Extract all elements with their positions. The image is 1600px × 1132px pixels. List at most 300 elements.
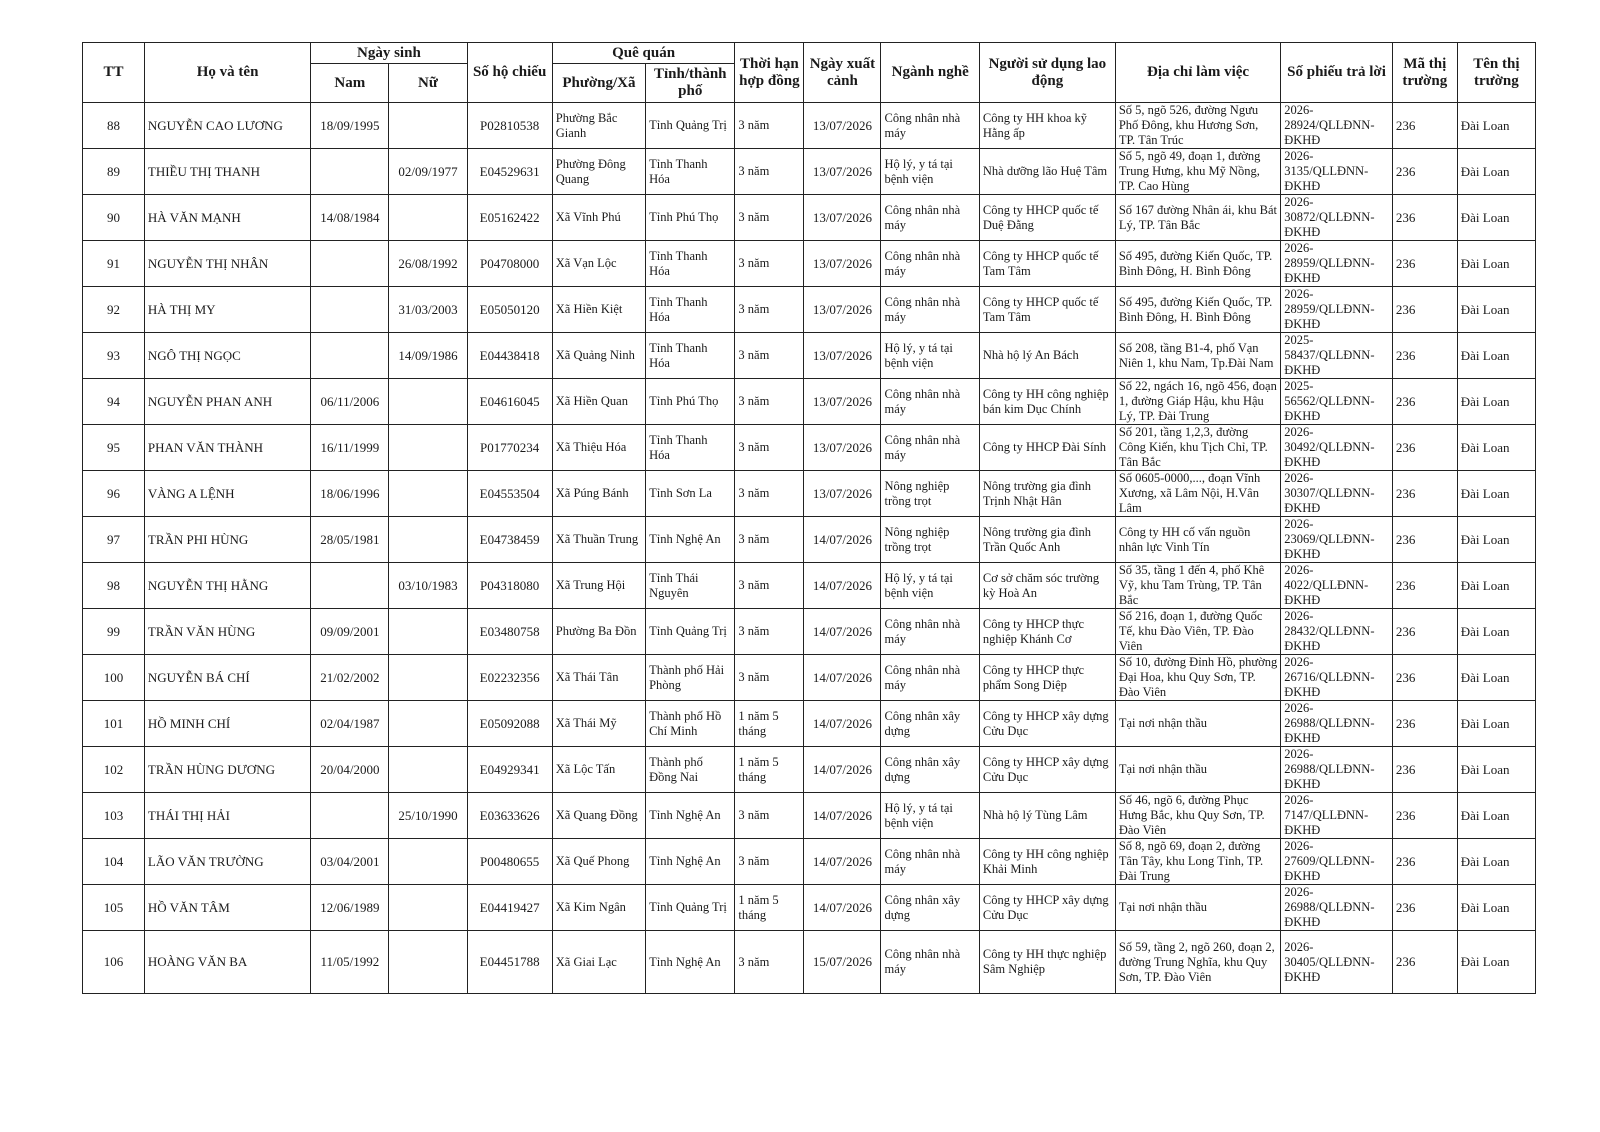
cell-dob-male: 28/05/1981 [311,517,389,563]
cell-ward: Xã Hiền Quan [552,379,645,425]
cell-province: Tỉnh Quảng Trị [646,885,735,931]
cell-contract: 1 năm 5 tháng [735,747,804,793]
cell-work-address: Số 10, đường Đỉnh Hồ, phường Đại Hoa, khu Quy Sơn, TP. Đào Viên [1115,655,1280,701]
cell-ward: Xã Quang Đồng [552,793,645,839]
cell-name: HÀ THỊ MY [144,287,310,333]
cell-occupation: Công nhân nhà máy [881,655,979,701]
cell-province: Tỉnh Nghệ An [646,517,735,563]
cell-name: TRẦN PHI HÙNG [144,517,310,563]
cell-contract: 3 năm [735,333,804,379]
header-hometown: Quê quán [552,43,735,64]
cell-occupation: Công nhân nhà máy [881,425,979,471]
cell-occupation: Công nhân nhà máy [881,103,979,149]
cell-tt: 105 [83,885,145,931]
cell-contract: 3 năm [735,379,804,425]
cell-province: Tỉnh Quảng Trị [646,103,735,149]
cell-market-code: 236 [1392,701,1457,747]
cell-occupation: Hộ lý, y tá tại bệnh viện [881,793,979,839]
header-employer: Người sử dụng lao động [979,43,1115,103]
cell-employer: Công ty HHCP xây dựng Cửu Dục [979,701,1115,747]
table-body [83,103,1536,994]
cell-occupation: Nông nghiệp trồng trọt [881,471,979,517]
cell-tt: 90 [83,195,145,241]
cell-reply-no: 2026-27609/QLLĐNN-ĐKHĐ [1281,839,1393,885]
cell-exit-date: 13/07/2026 [804,379,881,425]
cell-reply-no: 2026-28432/QLLĐNN-ĐKHĐ [1281,609,1393,655]
cell-contract: 3 năm [735,517,804,563]
cell-market-name: Đài Loan [1457,609,1535,655]
cell-contract: 3 năm [735,655,804,701]
cell-market-code: 236 [1392,287,1457,333]
cell-passport: E04738459 [467,517,552,563]
cell-ward: Xã Quế Phong [552,839,645,885]
table-row [83,563,1536,609]
header-market-code: Mã thị trường [1392,43,1457,103]
cell-work-address: Số 495, đường Kiến Quốc, TP. Bình Đông, H. Bình Đông [1115,287,1280,333]
cell-passport: E05050120 [467,287,552,333]
header-male: Nam [311,64,389,103]
cell-exit-date: 13/07/2026 [804,149,881,195]
table-row [83,701,1536,747]
cell-dob-male [311,563,389,609]
cell-contract: 3 năm [735,609,804,655]
cell-reply-no: 2026-3135/QLLĐNN-ĐKHĐ [1281,149,1393,195]
cell-reply-no: 2026-4022/QLLĐNN-ĐKHĐ [1281,563,1393,609]
cell-dob-female [389,885,467,931]
cell-passport: E04616045 [467,379,552,425]
cell-market-name: Đài Loan [1457,287,1535,333]
cell-employer: Công ty HHCP quốc tế Duệ Đằng [979,195,1115,241]
header-province: Tỉnh/thành phố [646,64,735,103]
cell-market-code: 236 [1392,149,1457,195]
cell-work-address: Số 8, ngõ 69, đoạn 2, đường Tân Tây, khu Long Tỉnh, TP. Đài Trung [1115,839,1280,885]
cell-market-code: 236 [1392,103,1457,149]
cell-contract: 3 năm [735,931,804,994]
cell-reply-no: 2026-30492/QLLĐNN-ĐKHĐ [1281,425,1393,471]
cell-tt: 101 [83,701,145,747]
cell-contract: 3 năm [735,287,804,333]
cell-market-code: 236 [1392,517,1457,563]
cell-contract: 3 năm [735,103,804,149]
cell-dob-female [389,103,467,149]
cell-employer: Nhà dưỡng lão Huệ Tâm [979,149,1115,195]
cell-employer: Cơ sở chăm sóc trường kỳ Hoà An [979,563,1115,609]
table-row [83,793,1536,839]
cell-exit-date: 14/07/2026 [804,793,881,839]
cell-province: Tỉnh Thanh Hóa [646,425,735,471]
cell-employer: Công ty HHCP quốc tế Tam Tâm [979,241,1115,287]
cell-reply-no: 2026-30405/QLLĐNN-ĐKHĐ [1281,931,1393,994]
cell-dob-male: 12/06/1989 [311,885,389,931]
cell-ward: Xã Giai Lạc [552,931,645,994]
cell-market-code: 236 [1392,425,1457,471]
table-row [83,241,1536,287]
cell-work-address: Tại nơi nhận thầu [1115,747,1280,793]
cell-market-code: 236 [1392,609,1457,655]
cell-market-code: 236 [1392,931,1457,994]
cell-exit-date: 14/07/2026 [804,839,881,885]
cell-passport: P01770234 [467,425,552,471]
cell-market-name: Đài Loan [1457,149,1535,195]
table-row [83,195,1536,241]
cell-work-address: Số 46, ngõ 6, đường Phục Hưng Bắc, khu Quy Sơn, TP. Đào Viên [1115,793,1280,839]
cell-occupation: Công nhân nhà máy [881,241,979,287]
cell-province: Tỉnh Quảng Trị [646,609,735,655]
cell-tt: 88 [83,103,145,149]
cell-work-address: Số 208, tầng B1-4, phố Vạn Niên 1, khu Nam, Tp.Đài Nam [1115,333,1280,379]
cell-reply-no: 2026-28924/QLLĐNN-ĐKHĐ [1281,103,1393,149]
cell-exit-date: 14/07/2026 [804,701,881,747]
cell-reply-no: 2026-28959/QLLĐNN-ĐKHĐ [1281,241,1393,287]
cell-exit-date: 14/07/2026 [804,517,881,563]
cell-passport: E04451788 [467,931,552,994]
cell-reply-no: 2025-58437/QLLĐNN-ĐKHĐ [1281,333,1393,379]
header-reply-no: Số phiếu trả lời [1281,43,1393,103]
cell-occupation: Công nhân nhà máy [881,839,979,885]
cell-dob-male [311,149,389,195]
cell-ward: Xã Hiền Kiệt [552,287,645,333]
cell-tt: 93 [83,333,145,379]
cell-name: NGÔ THỊ NGỌC [144,333,310,379]
cell-contract: 3 năm [735,563,804,609]
cell-exit-date: 14/07/2026 [804,563,881,609]
cell-dob-female [389,655,467,701]
table-row [83,379,1536,425]
cell-passport: P04318080 [467,563,552,609]
header-female: Nữ [389,64,467,103]
cell-occupation: Công nhân nhà máy [881,931,979,994]
cell-market-code: 236 [1392,839,1457,885]
cell-market-name: Đài Loan [1457,563,1535,609]
header-name: Họ và tên [144,43,310,103]
header-occupation: Ngành nghề [881,43,979,103]
cell-province: Tỉnh Thanh Hóa [646,287,735,333]
cell-passport: E04929341 [467,747,552,793]
cell-dob-female [389,195,467,241]
cell-passport: P00480655 [467,839,552,885]
cell-ward: Xã Thái Mỹ [552,701,645,747]
cell-province: Tỉnh Phú Thọ [646,195,735,241]
cell-work-address: Số 5, ngõ 526, đường Ngưu Phố Đông, khu Hương Sơn, TP. Tân Trúc [1115,103,1280,149]
cell-dob-female [389,425,467,471]
table-row [83,149,1536,195]
cell-passport: E03480758 [467,609,552,655]
cell-dob-female [389,609,467,655]
cell-dob-male: 18/09/1995 [311,103,389,149]
cell-dob-male: 16/11/1999 [311,425,389,471]
cell-employer: Công ty HHCP thực nghiệp Khánh Cơ [979,609,1115,655]
cell-occupation: Công nhân xây dựng [881,701,979,747]
cell-exit-date: 14/07/2026 [804,885,881,931]
cell-name: TRẦN VĂN HÙNG [144,609,310,655]
cell-employer: Công ty HH thực nghiệp Sâm Nghiệp [979,931,1115,994]
cell-tt: 98 [83,563,145,609]
cell-contract: 3 năm [735,241,804,287]
cell-name: NGUYỄN BÁ CHÍ [144,655,310,701]
cell-employer: Công ty HHCP quốc tế Tam Tâm [979,287,1115,333]
cell-employer: Nhà hộ lý An Bách [979,333,1115,379]
cell-ward: Xã Trung Hội [552,563,645,609]
cell-tt: 103 [83,793,145,839]
cell-dob-male: 03/04/2001 [311,839,389,885]
cell-tt: 91 [83,241,145,287]
cell-name: NGUYỄN CAO LƯƠNG [144,103,310,149]
cell-exit-date: 13/07/2026 [804,287,881,333]
cell-exit-date: 13/07/2026 [804,195,881,241]
cell-market-name: Đài Loan [1457,747,1535,793]
header-dob: Ngày sinh [311,43,467,64]
cell-passport: E04419427 [467,885,552,931]
cell-market-code: 236 [1392,793,1457,839]
header-tt: TT [83,43,145,103]
cell-employer: Công ty HHCP xây dựng Cửu Dục [979,747,1115,793]
cell-market-code: 236 [1392,655,1457,701]
table-row [83,103,1536,149]
cell-passport: E05162422 [467,195,552,241]
cell-tt: 106 [83,931,145,994]
cell-tt: 94 [83,379,145,425]
cell-reply-no: 2026-28959/QLLĐNN-ĐKHĐ [1281,287,1393,333]
cell-dob-male: 20/04/2000 [311,747,389,793]
header-work-address: Địa chỉ làm việc [1115,43,1280,103]
cell-exit-date: 14/07/2026 [804,655,881,701]
cell-market-name: Đài Loan [1457,471,1535,517]
cell-employer: Công ty HH công nghiệp bán kim Dục Chính [979,379,1115,425]
cell-contract: 3 năm [735,839,804,885]
cell-contract: 1 năm 5 tháng [735,701,804,747]
cell-tt: 95 [83,425,145,471]
cell-dob-female: 31/03/2003 [389,287,467,333]
cell-dob-male: 21/02/2002 [311,655,389,701]
cell-dob-female: 25/10/1990 [389,793,467,839]
cell-market-name: Đài Loan [1457,103,1535,149]
cell-employer: Công ty HHCP Đài Sính [979,425,1115,471]
cell-market-name: Đài Loan [1457,655,1535,701]
cell-occupation: Hộ lý, y tá tại bệnh viện [881,333,979,379]
cell-employer: Nông trường gia đình Trịnh Nhật Hân [979,471,1115,517]
cell-contract: 3 năm [735,471,804,517]
cell-province: Tỉnh Nghệ An [646,839,735,885]
table-row [83,885,1536,931]
cell-work-address: Số 22, ngách 16, ngõ 456, đoạn 1, đường Giáp Hậu, khu Hậu Lý, TP. Đài Trung [1115,379,1280,425]
cell-dob-female: 03/10/1983 [389,563,467,609]
cell-dob-male: 02/04/1987 [311,701,389,747]
cell-work-address: Số 216, đoạn 1, đường Quốc Tế, khu Đào Viên, TP. Đào Viên [1115,609,1280,655]
cell-exit-date: 13/07/2026 [804,471,881,517]
table-row [83,839,1536,885]
cell-province: Tỉnh Nghệ An [646,793,735,839]
cell-ward: Xã Thuần Trung [552,517,645,563]
table-header [83,43,1536,103]
cell-work-address: Số 495, đường Kiến Quốc, TP. Bình Đông, H. Bình Đông [1115,241,1280,287]
cell-exit-date: 13/07/2026 [804,103,881,149]
cell-tt: 97 [83,517,145,563]
cell-market-code: 236 [1392,379,1457,425]
cell-exit-date: 13/07/2026 [804,333,881,379]
cell-passport: E03633626 [467,793,552,839]
cell-province: Thành phố Hải Phòng [646,655,735,701]
cell-market-name: Đài Loan [1457,701,1535,747]
cell-name: TRẦN HÙNG DƯƠNG [144,747,310,793]
cell-occupation: Công nhân nhà máy [881,287,979,333]
cell-tt: 96 [83,471,145,517]
cell-dob-male: 11/05/1992 [311,931,389,994]
cell-name: VÀNG A LỆNH [144,471,310,517]
cell-market-name: Đài Loan [1457,425,1535,471]
cell-occupation: Hộ lý, y tá tại bệnh viện [881,563,979,609]
cell-province: Tỉnh Thanh Hóa [646,333,735,379]
cell-exit-date: 13/07/2026 [804,425,881,471]
cell-name: HOÀNG VĂN BA [144,931,310,994]
worker-table [82,42,1536,994]
cell-reply-no: 2026-30872/QLLĐNN-ĐKHĐ [1281,195,1393,241]
cell-reply-no: 2026-26988/QLLĐNN-ĐKHĐ [1281,885,1393,931]
cell-dob-female [389,747,467,793]
cell-market-name: Đài Loan [1457,885,1535,931]
cell-name: NGUYỄN THỊ HẰNG [144,563,310,609]
cell-reply-no: 2026-30307/QLLĐNN-ĐKHĐ [1281,471,1393,517]
cell-occupation: Công nhân nhà máy [881,609,979,655]
cell-name: HỒ MINH CHÍ [144,701,310,747]
cell-contract: 3 năm [735,149,804,195]
cell-occupation: Công nhân xây dựng [881,885,979,931]
cell-market-code: 236 [1392,195,1457,241]
cell-passport: E02232356 [467,655,552,701]
cell-contract: 3 năm [735,793,804,839]
cell-market-name: Đài Loan [1457,793,1535,839]
cell-work-address: Số 0605-0000,..., đoạn Vĩnh Xương, xã Lâm Nội, H.Vân Lâm [1115,471,1280,517]
cell-dob-male [311,333,389,379]
cell-passport: P02810538 [467,103,552,149]
cell-market-name: Đài Loan [1457,379,1535,425]
cell-dob-male [311,793,389,839]
cell-occupation: Nông nghiệp trồng trọt [881,517,979,563]
cell-contract: 1 năm 5 tháng [735,885,804,931]
cell-dob-female: 26/08/1992 [389,241,467,287]
cell-dob-male [311,241,389,287]
cell-employer: Công ty HHCP thực phẩm Song Diệp [979,655,1115,701]
cell-market-code: 236 [1392,471,1457,517]
cell-province: Tỉnh Thái Nguyên [646,563,735,609]
cell-market-name: Đài Loan [1457,931,1535,994]
cell-occupation: Công nhân nhà máy [881,195,979,241]
cell-contract: 3 năm [735,195,804,241]
cell-name: HÀ VĂN MẠNH [144,195,310,241]
cell-market-code: 236 [1392,241,1457,287]
cell-dob-female [389,379,467,425]
cell-passport: E05092088 [467,701,552,747]
cell-ward: Xã Púng Bánh [552,471,645,517]
header-passport: Số hộ chiếu [467,43,552,103]
cell-dob-female [389,517,467,563]
cell-passport: E04529631 [467,149,552,195]
cell-dob-male: 18/06/1996 [311,471,389,517]
cell-work-address: Số 35, tầng 1 đến 4, phố Khê Vỹ, khu Tam Trùng, TP. Tân Bắc [1115,563,1280,609]
cell-work-address: Tại nơi nhận thầu [1115,885,1280,931]
table-row [83,425,1536,471]
cell-ward: Phường Ba Đồn [552,609,645,655]
cell-passport: E04438418 [467,333,552,379]
cell-dob-female [389,839,467,885]
cell-name: NGUYỄN THỊ NHÂN [144,241,310,287]
cell-employer: Công ty HH khoa kỹ Hằng ấp [979,103,1115,149]
table-row [83,655,1536,701]
cell-market-name: Đài Loan [1457,195,1535,241]
cell-reply-no: 2026-23069/QLLĐNN-ĐKHĐ [1281,517,1393,563]
cell-name: HỒ VĂN TÂM [144,885,310,931]
cell-employer: Công ty HH công nghiệp Khải Minh [979,839,1115,885]
cell-employer: Công ty HHCP xây dựng Cửu Dục [979,885,1115,931]
cell-dob-female: 02/09/1977 [389,149,467,195]
cell-dob-female: 14/09/1986 [389,333,467,379]
cell-tt: 104 [83,839,145,885]
cell-name: NGUYỄN PHAN ANH [144,379,310,425]
cell-ward: Phường Bắc Gianh [552,103,645,149]
table-row [83,471,1536,517]
table-row [83,931,1536,994]
cell-province: Tỉnh Thanh Hóa [646,241,735,287]
cell-occupation: Hộ lý, y tá tại bệnh viện [881,149,979,195]
header-exit-date: Ngày xuất cảnh [804,43,881,103]
cell-work-address: Số 201, tầng 1,2,3, đường Công Kiến, khu Tịch Chỉ, TP. Tân Bắc [1115,425,1280,471]
cell-market-name: Đài Loan [1457,241,1535,287]
cell-market-code: 236 [1392,747,1457,793]
cell-ward: Xã Quảng Ninh [552,333,645,379]
cell-occupation: Công nhân xây dựng [881,747,979,793]
cell-market-name: Đài Loan [1457,333,1535,379]
cell-passport: E04553504 [467,471,552,517]
header-contract: Thời hạn hợp đồng [735,43,804,103]
cell-dob-female [389,931,467,994]
cell-employer: Nông trường gia đình Trần Quốc Anh [979,517,1115,563]
cell-tt: 92 [83,287,145,333]
header-ward: Phường/Xã [552,64,645,103]
cell-ward: Xã Vạn Lộc [552,241,645,287]
cell-tt: 89 [83,149,145,195]
cell-market-code: 236 [1392,333,1457,379]
cell-market-name: Đài Loan [1457,839,1535,885]
cell-reply-no: 2026-7147/QLLĐNN-ĐKHĐ [1281,793,1393,839]
cell-ward: Xã Kim Ngân [552,885,645,931]
cell-province: Thành phố Đồng Nai [646,747,735,793]
cell-contract: 3 năm [735,425,804,471]
cell-passport: P04708000 [467,241,552,287]
cell-province: Tỉnh Nghệ An [646,931,735,994]
cell-name: PHAN VĂN THÀNH [144,425,310,471]
cell-dob-male [311,287,389,333]
cell-reply-no: 2025-56562/QLLĐNN-ĐKHĐ [1281,379,1393,425]
cell-tt: 102 [83,747,145,793]
cell-reply-no: 2026-26988/QLLĐNN-ĐKHĐ [1281,701,1393,747]
cell-exit-date: 13/07/2026 [804,241,881,287]
cell-ward: Xã Vĩnh Phú [552,195,645,241]
cell-exit-date: 14/07/2026 [804,747,881,793]
cell-dob-female [389,701,467,747]
table-row [83,287,1536,333]
cell-exit-date: 14/07/2026 [804,609,881,655]
cell-tt: 99 [83,609,145,655]
cell-reply-no: 2026-26716/QLLĐNN-ĐKHĐ [1281,655,1393,701]
cell-market-code: 236 [1392,563,1457,609]
cell-ward: Xã Lộc Tấn [552,747,645,793]
cell-dob-male: 09/09/2001 [311,609,389,655]
cell-dob-male: 06/11/2006 [311,379,389,425]
cell-work-address: Số 59, tầng 2, ngõ 260, đoạn 2, đường Trung Nghĩa, khu Quy Sơn, TP. Đào Viên [1115,931,1280,994]
cell-exit-date: 15/07/2026 [804,931,881,994]
cell-occupation: Công nhân nhà máy [881,379,979,425]
cell-reply-no: 2026-26988/QLLĐNN-ĐKHĐ [1281,747,1393,793]
table-row [83,517,1536,563]
